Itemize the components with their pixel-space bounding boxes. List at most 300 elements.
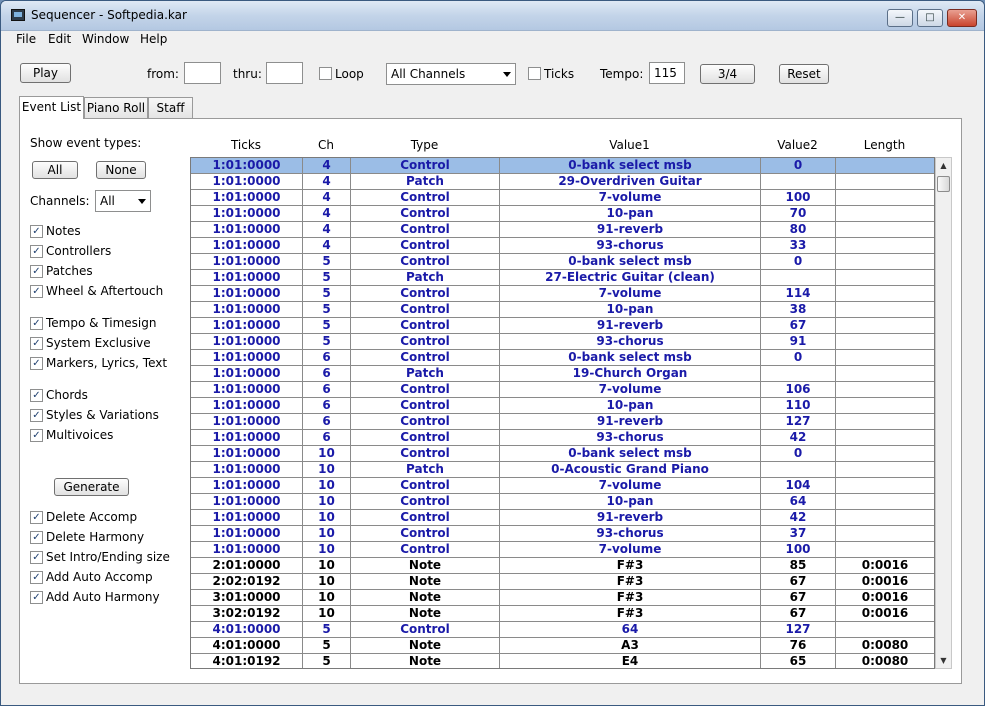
table-cell-ch: 6 xyxy=(303,430,351,446)
channels-dropdown[interactable] xyxy=(386,63,516,85)
from-label: from: xyxy=(147,67,179,81)
column-header[interactable]: Value2 xyxy=(777,138,818,152)
table-cell-value1: 91-reverb xyxy=(500,222,761,238)
checkbox-label: Add Auto Accomp xyxy=(46,570,153,584)
table-cell-length xyxy=(836,414,935,430)
table-cell-value1: 0-bank select msb xyxy=(500,350,761,366)
table-cell-ticks: 1:01:0000 xyxy=(191,222,303,238)
checkbox[interactable]: ✓ xyxy=(30,389,43,402)
channels-dropdown-value: All Channels xyxy=(391,67,466,81)
checkbox-label: Styles & Variations xyxy=(46,408,159,422)
table-cell-type: Control xyxy=(351,510,500,526)
table-row[interactable] xyxy=(191,462,935,478)
table-cell-ticks: 1:01:0000 xyxy=(191,174,303,190)
reset-button[interactable]: Reset xyxy=(779,64,829,84)
tab-piano-roll[interactable]: Piano Roll xyxy=(84,97,148,118)
table-cell-type: Control xyxy=(351,158,500,174)
table-row[interactable] xyxy=(191,558,935,574)
table-cell-type: Note xyxy=(351,606,500,622)
table-cell-value2: 104 xyxy=(761,478,836,494)
table-cell-value2: 42 xyxy=(761,510,836,526)
table-cell-value2: 110 xyxy=(761,398,836,414)
table-row[interactable] xyxy=(191,398,935,414)
table-cell-length xyxy=(836,622,935,638)
table-cell-ch: 10 xyxy=(303,510,351,526)
table-cell-value2 xyxy=(761,270,836,286)
menu-file[interactable]: File xyxy=(16,32,37,46)
table-cell-type: Control xyxy=(351,334,500,350)
table-row[interactable] xyxy=(191,654,935,669)
table-cell-ticks: 1:01:0000 xyxy=(191,350,303,366)
table-cell-value2: 37 xyxy=(761,526,836,542)
table-cell-value1: 0-bank select msb xyxy=(500,254,761,270)
chevron-down-icon xyxy=(138,199,146,204)
table-cell-ch: 10 xyxy=(303,558,351,574)
ticks-checkbox[interactable] xyxy=(528,67,541,80)
table-cell-value1: E4 xyxy=(500,654,761,669)
table-cell-length: 0:0016 xyxy=(836,558,935,574)
table-cell-value2: 64 xyxy=(761,494,836,510)
table-row[interactable] xyxy=(191,366,935,382)
checkbox[interactable]: ✓ xyxy=(30,571,43,584)
table-cell-length: 0:0016 xyxy=(836,606,935,622)
table-cell-length xyxy=(836,398,935,414)
table-cell-type: Control xyxy=(351,542,500,558)
table-cell-length xyxy=(836,350,935,366)
table-cell-ch: 6 xyxy=(303,382,351,398)
checkbox-label: Tempo & Timesign xyxy=(46,316,157,330)
table-row[interactable] xyxy=(191,606,935,622)
table-cell-ticks: 1:01:0000 xyxy=(191,302,303,318)
thru-label: thru: xyxy=(233,67,262,81)
table-cell-value1: 19-Church Organ xyxy=(500,366,761,382)
table-cell-ticks: 1:01:0000 xyxy=(191,446,303,462)
table-cell-ch: 4 xyxy=(303,206,351,222)
table-cell-length: 0:0080 xyxy=(836,654,935,669)
sidebar-channels-value: All xyxy=(100,194,115,208)
checkbox[interactable]: ✓ xyxy=(30,409,43,422)
checkbox-label: Set Intro/Ending size xyxy=(46,550,170,564)
title-bar[interactable] xyxy=(1,1,984,31)
table-cell-type: Control xyxy=(351,302,500,318)
table-row[interactable] xyxy=(191,238,935,254)
all-button[interactable]: All xyxy=(32,161,78,179)
table-cell-ticks: 4:01:0000 xyxy=(191,638,303,654)
table-cell-value1: 10-pan xyxy=(500,494,761,510)
checkbox[interactable]: ✓ xyxy=(30,265,43,278)
checkbox[interactable]: ✓ xyxy=(30,591,43,604)
table-cell-value1: 7-volume xyxy=(500,478,761,494)
table-cell-type: Control xyxy=(351,382,500,398)
table-cell-ticks: 1:01:0000 xyxy=(191,334,303,350)
table-row[interactable] xyxy=(191,446,935,462)
table-cell-ticks: 1:01:0000 xyxy=(191,542,303,558)
tab-staff[interactable]: Staff xyxy=(148,97,193,118)
table-cell-ticks: 1:01:0000 xyxy=(191,382,303,398)
table-cell-ticks: 1:01:0000 xyxy=(191,430,303,446)
table-cell-value2: 100 xyxy=(761,542,836,558)
table-cell-ch: 5 xyxy=(303,302,351,318)
table-row[interactable] xyxy=(191,510,935,526)
table-row[interactable] xyxy=(191,574,935,590)
table-cell-value2: 80 xyxy=(761,222,836,238)
table-cell-value1: 64 xyxy=(500,622,761,638)
table-row[interactable] xyxy=(191,622,935,638)
table-cell-type: Control xyxy=(351,414,500,430)
table-cell-length xyxy=(836,302,935,318)
table-row[interactable] xyxy=(191,286,935,302)
maximize-button[interactable]: □ xyxy=(917,9,943,27)
table-cell-value1: 10-pan xyxy=(500,302,761,318)
table-cell-type: Control xyxy=(351,398,500,414)
column-header[interactable]: Type xyxy=(410,138,439,152)
checkbox[interactable]: ✓ xyxy=(30,357,43,370)
table-cell-ch: 5 xyxy=(303,622,351,638)
table-row[interactable] xyxy=(191,318,935,334)
table-cell-value2: 85 xyxy=(761,558,836,574)
scrollbar-thumb[interactable] xyxy=(937,176,950,192)
table-cell-ch: 6 xyxy=(303,398,351,414)
table-row[interactable] xyxy=(191,478,935,494)
table-cell-value1: 0-bank select msb xyxy=(500,446,761,462)
checkbox[interactable]: ✓ xyxy=(30,551,43,564)
tempo-label: Tempo: xyxy=(600,67,644,81)
table-cell-length xyxy=(836,206,935,222)
table-cell-ch: 5 xyxy=(303,638,351,654)
table-row[interactable] xyxy=(191,302,935,318)
table-cell-value2: 106 xyxy=(761,382,836,398)
table-row[interactable] xyxy=(191,174,935,190)
table-cell-value2: 42 xyxy=(761,430,836,446)
table-row[interactable] xyxy=(191,270,935,286)
menu-help[interactable]: Help xyxy=(140,32,168,46)
menu-bar xyxy=(1,31,984,49)
table-cell-length xyxy=(836,462,935,478)
table-cell-ticks: 1:01:0000 xyxy=(191,526,303,542)
table-cell-ch: 4 xyxy=(303,190,351,206)
table-cell-value1: F#3 xyxy=(500,574,761,590)
table-row[interactable] xyxy=(191,526,935,542)
table-row[interactable] xyxy=(191,350,935,366)
close-button[interactable]: ✕ xyxy=(947,9,977,27)
table-cell-length xyxy=(836,382,935,398)
table-cell-value1: 7-volume xyxy=(500,542,761,558)
table-cell-type: Patch xyxy=(351,270,500,286)
table-cell-type: Control xyxy=(351,526,500,542)
vertical-scrollbar[interactable] xyxy=(935,157,952,669)
loop-label: Loop xyxy=(335,67,364,81)
checkbox-label: Multivoices xyxy=(46,428,114,442)
table-cell-value2: 67 xyxy=(761,590,836,606)
table-cell-value2: 67 xyxy=(761,318,836,334)
table-cell-value2: 91 xyxy=(761,334,836,350)
table-row[interactable] xyxy=(191,222,935,238)
table-row[interactable] xyxy=(191,382,935,398)
table-cell-ticks: 1:01:0000 xyxy=(191,158,303,174)
event-table[interactable] xyxy=(190,157,935,669)
table-cell-type: Patch xyxy=(351,366,500,382)
table-cell-length xyxy=(836,510,935,526)
table-cell-ticks: 2:02:0192 xyxy=(191,574,303,590)
table-cell-value2 xyxy=(761,462,836,478)
table-cell-value2: 127 xyxy=(761,414,836,430)
table-cell-value1: 91-reverb xyxy=(500,318,761,334)
table-cell-value1: 7-volume xyxy=(500,286,761,302)
checkbox[interactable]: ✓ xyxy=(30,531,43,544)
ticks-label: Ticks xyxy=(544,67,575,81)
table-cell-ch: 10 xyxy=(303,446,351,462)
table-cell-ch: 4 xyxy=(303,222,351,238)
none-button[interactable]: None xyxy=(96,161,146,179)
table-cell-value2: 0 xyxy=(761,254,836,270)
table-cell-type: Control xyxy=(351,222,500,238)
table-cell-value2: 38 xyxy=(761,302,836,318)
table-cell-type: Control xyxy=(351,494,500,510)
checkbox-label: Chords xyxy=(46,388,88,402)
table-cell-ticks: 1:01:0000 xyxy=(191,494,303,510)
checkbox[interactable]: ✓ xyxy=(30,337,43,350)
table-cell-length xyxy=(836,430,935,446)
table-row[interactable] xyxy=(191,334,935,350)
checkbox[interactable]: ✓ xyxy=(30,225,43,238)
table-cell-type: Note xyxy=(351,558,500,574)
table-cell-value2: 0 xyxy=(761,446,836,462)
table-cell-ticks: 1:01:0000 xyxy=(191,366,303,382)
table-cell-ticks: 1:01:0000 xyxy=(191,462,303,478)
table-row[interactable] xyxy=(191,590,935,606)
chevron-down-icon xyxy=(503,72,511,77)
table-cell-type: Control xyxy=(351,190,500,206)
table-cell-ch: 4 xyxy=(303,158,351,174)
table-cell-type: Note xyxy=(351,638,500,654)
table-cell-value1: 91-reverb xyxy=(500,414,761,430)
checkbox[interactable]: ✓ xyxy=(30,317,43,330)
table-cell-ch: 6 xyxy=(303,366,351,382)
table-cell-value2 xyxy=(761,366,836,382)
table-cell-ch: 10 xyxy=(303,494,351,510)
table-cell-length xyxy=(836,286,935,302)
checkbox-label: Notes xyxy=(46,224,81,238)
checkbox-label: Delete Harmony xyxy=(46,530,145,544)
tempo-input[interactable]: 115 xyxy=(649,62,685,84)
minimize-button[interactable]: — xyxy=(887,9,913,27)
table-cell-length xyxy=(836,254,935,270)
table-cell-value1: 91-reverb xyxy=(500,510,761,526)
table-row[interactable] xyxy=(191,158,935,174)
column-header[interactable]: Value1 xyxy=(609,138,650,152)
table-cell-value2: 0 xyxy=(761,350,836,366)
table-cell-value1: 93-chorus xyxy=(500,334,761,350)
table-cell-length xyxy=(836,174,935,190)
table-cell-value1: A3 xyxy=(500,638,761,654)
table-cell-ch: 5 xyxy=(303,334,351,350)
table-cell-ch: 10 xyxy=(303,526,351,542)
menu-window[interactable]: Window xyxy=(82,32,130,46)
column-header[interactable]: Ticks xyxy=(230,138,262,152)
table-cell-length xyxy=(836,318,935,334)
table-cell-ch: 5 xyxy=(303,286,351,302)
table-cell-ticks: 1:01:0000 xyxy=(191,254,303,270)
generate-button[interactable]: Generate xyxy=(54,478,129,496)
checkbox[interactable]: ✓ xyxy=(30,429,43,442)
table-cell-value2: 127 xyxy=(761,622,836,638)
table-cell-ch: 6 xyxy=(303,414,351,430)
checkbox-label: Wheel & Aftertouch xyxy=(46,284,164,298)
table-cell-ticks: 1:01:0000 xyxy=(191,286,303,302)
table-cell-ch: 4 xyxy=(303,238,351,254)
window-title: Sequencer - Softpedia.kar xyxy=(31,8,187,22)
table-cell-value2 xyxy=(761,174,836,190)
table-cell-type: Control xyxy=(351,446,500,462)
table-cell-value1: 10-pan xyxy=(500,206,761,222)
table-cell-type: Control xyxy=(351,286,500,302)
table-cell-type: Control xyxy=(351,238,500,254)
table-cell-ch: 5 xyxy=(303,654,351,669)
table-cell-ticks: 1:01:0000 xyxy=(191,510,303,526)
checkbox-label: System Exclusive xyxy=(46,336,151,350)
table-row[interactable] xyxy=(191,254,935,270)
table-cell-value1: 0-bank select msb xyxy=(500,158,761,174)
table-cell-value2: 0 xyxy=(761,158,836,174)
table-cell-value2: 67 xyxy=(761,574,836,590)
table-cell-value1: 93-chorus xyxy=(500,526,761,542)
table-cell-ticks: 2:01:0000 xyxy=(191,558,303,574)
table-cell-type: Note xyxy=(351,574,500,590)
table-cell-value1: 93-chorus xyxy=(500,238,761,254)
table-cell-ticks: 1:01:0000 xyxy=(191,398,303,414)
table-cell-type: Control xyxy=(351,350,500,366)
menu-edit[interactable]: Edit xyxy=(48,32,72,46)
table-cell-value1: F#3 xyxy=(500,590,761,606)
table-cell-ch: 10 xyxy=(303,606,351,622)
column-header[interactable]: Ch xyxy=(318,138,334,152)
table-row[interactable] xyxy=(191,190,935,206)
checkbox[interactable]: ✓ xyxy=(30,511,43,524)
table-cell-length xyxy=(836,542,935,558)
table-cell-length xyxy=(836,190,935,206)
table-cell-ticks: 3:02:0192 xyxy=(191,606,303,622)
table-cell-value2: 65 xyxy=(761,654,836,669)
table-cell-length xyxy=(836,494,935,510)
table-cell-length xyxy=(836,446,935,462)
table-cell-ticks: 1:01:0000 xyxy=(191,206,303,222)
table-cell-length: 0:0016 xyxy=(836,590,935,606)
table-cell-value1: 7-volume xyxy=(500,382,761,398)
table-cell-ticks: 4:01:0000 xyxy=(191,622,303,638)
table-cell-ch: 5 xyxy=(303,318,351,334)
show-event-types-label: Show event types: xyxy=(30,136,142,150)
table-cell-ticks: 1:01:0000 xyxy=(191,270,303,286)
table-cell-value2: 76 xyxy=(761,638,836,654)
table-cell-value2: 67 xyxy=(761,606,836,622)
from-input[interactable] xyxy=(184,62,221,84)
table-cell-ticks: 3:01:0000 xyxy=(191,590,303,606)
table-cell-ch: 10 xyxy=(303,542,351,558)
table-cell-ticks: 1:01:0000 xyxy=(191,238,303,254)
table-cell-value1: 10-pan xyxy=(500,398,761,414)
table-cell-type: Control xyxy=(351,430,500,446)
table-cell-value1: F#3 xyxy=(500,606,761,622)
table-cell-value1: 0-Acoustic Grand Piano xyxy=(500,462,761,478)
table-cell-length: 0:0016 xyxy=(836,574,935,590)
table-cell-value2: 33 xyxy=(761,238,836,254)
thru-input[interactable] xyxy=(266,62,303,84)
sidebar-channels-dropdown[interactable] xyxy=(95,190,151,212)
table-cell-length xyxy=(836,270,935,286)
table-cell-value1: 29-Overdriven Guitar xyxy=(500,174,761,190)
table-cell-length xyxy=(836,158,935,174)
table-cell-value2: 114 xyxy=(761,286,836,302)
table-cell-type: Patch xyxy=(351,462,500,478)
table-cell-length: 0:0080 xyxy=(836,638,935,654)
column-header[interactable]: Length xyxy=(863,138,906,152)
table-cell-value1: 93-chorus xyxy=(500,430,761,446)
scroll-up-icon[interactable]: ▲ xyxy=(940,161,947,170)
table-row[interactable] xyxy=(191,542,935,558)
table-row[interactable] xyxy=(191,638,935,654)
table-cell-ticks: 1:01:0000 xyxy=(191,318,303,334)
table-row[interactable] xyxy=(191,206,935,222)
table-cell-ch: 10 xyxy=(303,574,351,590)
table-cell-length xyxy=(836,526,935,542)
table-cell-ch: 6 xyxy=(303,350,351,366)
table-cell-value2: 70 xyxy=(761,206,836,222)
table-cell-type: Note xyxy=(351,654,500,669)
checkbox[interactable]: ✓ xyxy=(30,245,43,258)
table-row[interactable] xyxy=(191,494,935,510)
app-icon xyxy=(11,9,25,21)
channels-label: Channels: xyxy=(30,194,90,208)
table-cell-ticks: 1:01:0000 xyxy=(191,190,303,206)
tab-event-list[interactable]: Event List xyxy=(19,96,84,119)
table-cell-type: Note xyxy=(351,590,500,606)
table-cell-value1: F#3 xyxy=(500,558,761,574)
table-cell-type: Control xyxy=(351,318,500,334)
table-cell-length xyxy=(836,238,935,254)
table-cell-value1: 7-volume xyxy=(500,190,761,206)
table-cell-value1: 27-Electric Guitar (clean) xyxy=(500,270,761,286)
table-cell-ch: 10 xyxy=(303,590,351,606)
table-cell-ticks: 1:01:0000 xyxy=(191,414,303,430)
time-signature-button[interactable]: 3/4 xyxy=(700,64,755,84)
table-cell-ch: 10 xyxy=(303,478,351,494)
table-cell-ch: 4 xyxy=(303,174,351,190)
table-cell-length xyxy=(836,222,935,238)
checkbox-label: Patches xyxy=(46,264,93,278)
checkbox[interactable]: ✓ xyxy=(30,285,43,298)
scroll-down-icon[interactable]: ▼ xyxy=(940,656,947,665)
table-row[interactable] xyxy=(191,414,935,430)
checkbox-label: Markers, Lyrics, Text xyxy=(46,356,168,370)
table-row[interactable] xyxy=(191,430,935,446)
table-cell-type: Control xyxy=(351,478,500,494)
table-cell-ticks: 4:01:0192 xyxy=(191,654,303,669)
loop-checkbox[interactable] xyxy=(319,67,332,80)
table-cell-type: Control xyxy=(351,206,500,222)
table-cell-ch: 5 xyxy=(303,254,351,270)
play-button[interactable]: Play xyxy=(20,63,71,83)
table-cell-ticks: 1:01:0000 xyxy=(191,478,303,494)
table-cell-type: Patch xyxy=(351,174,500,190)
event-list-panel xyxy=(19,118,962,684)
table-cell-type: Control xyxy=(351,254,500,270)
table-cell-type: Control xyxy=(351,622,500,638)
checkbox-label: Controllers xyxy=(46,244,112,258)
table-cell-length xyxy=(836,366,935,382)
table-cell-length xyxy=(836,334,935,350)
checkbox-label: Add Auto Harmony xyxy=(46,590,160,604)
checkbox-label: Delete Accomp xyxy=(46,510,138,524)
